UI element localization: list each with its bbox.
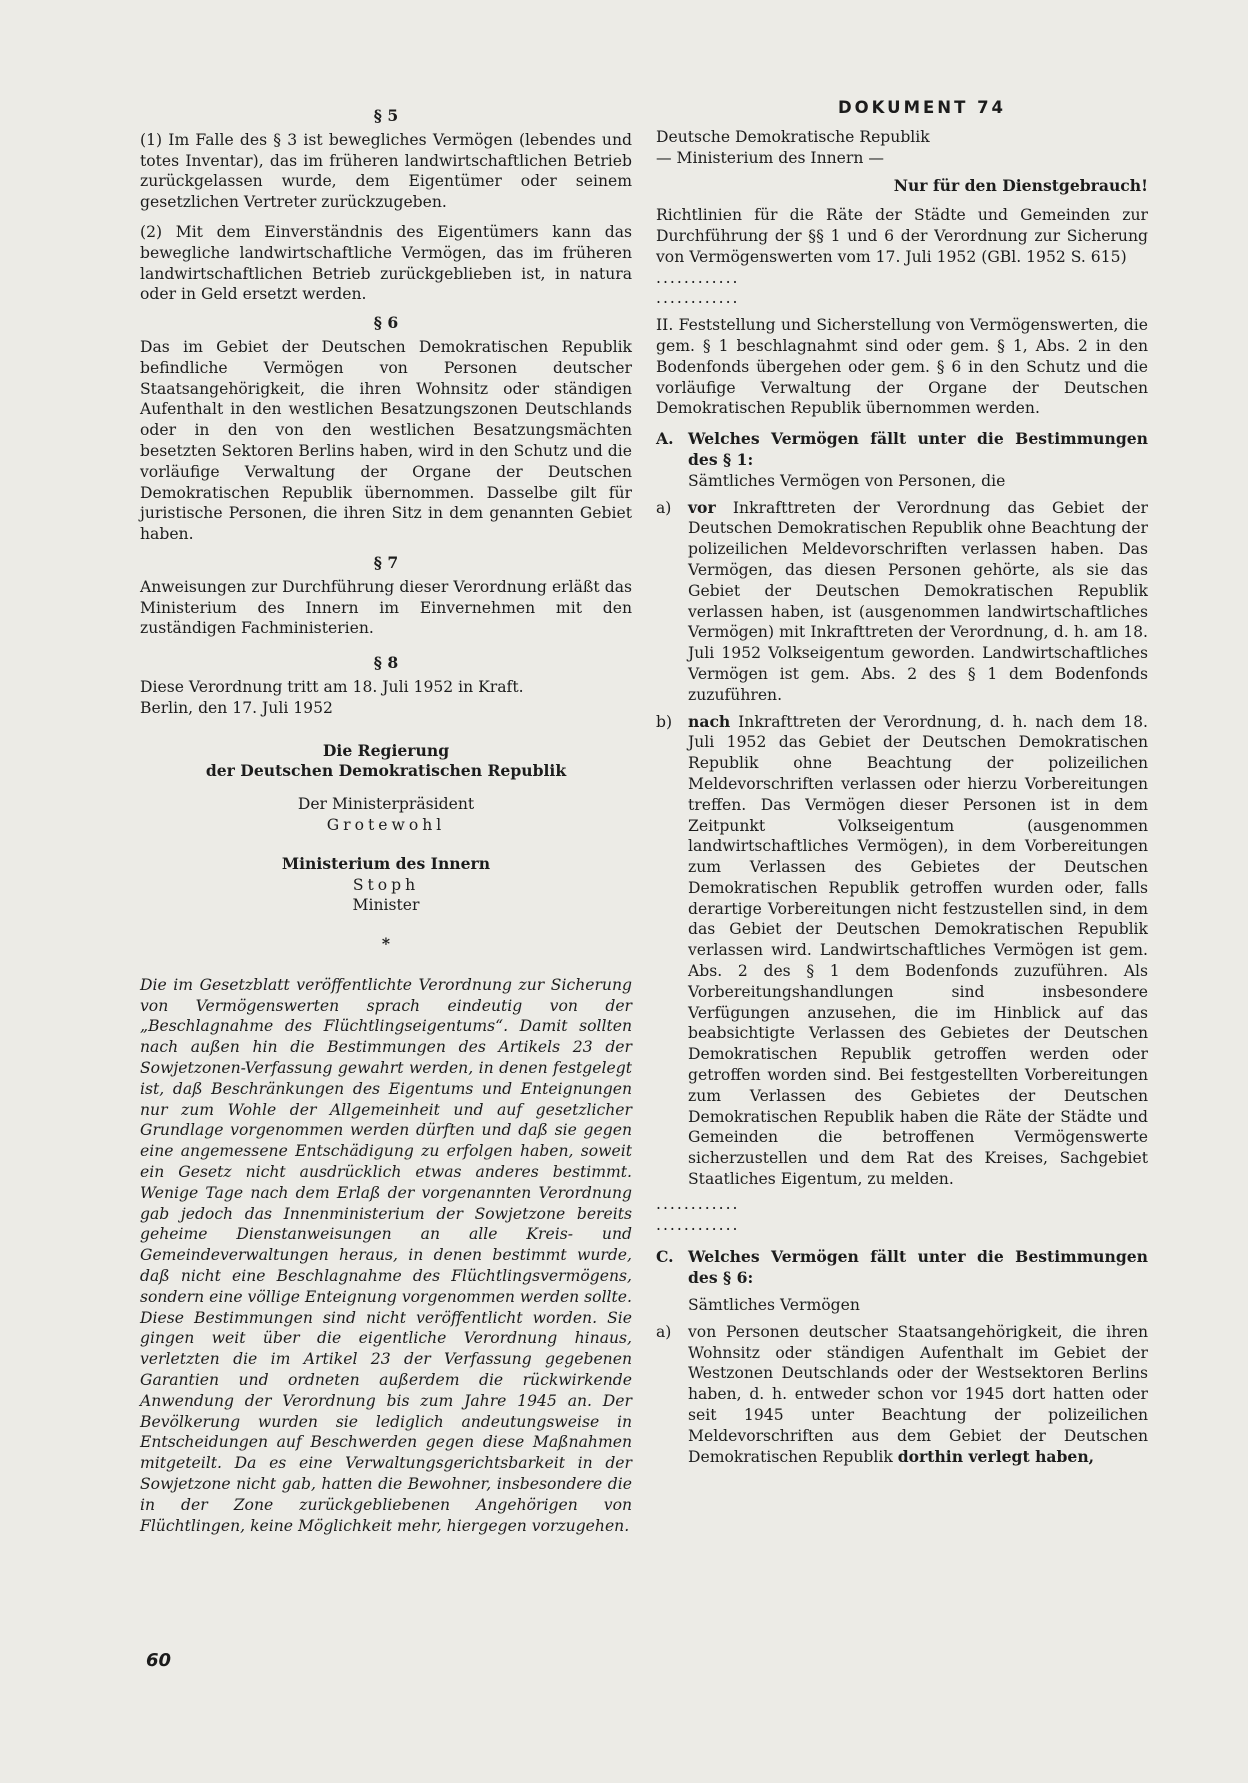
item-b-text	[688, 712, 1148, 1190]
section-6-heading: § 6	[373, 313, 399, 333]
item-a-text	[688, 498, 1148, 706]
section-c-label: C.	[656, 1247, 674, 1267]
signature-government-ddr: der Deutschen Demokratischen Republik	[205, 761, 567, 781]
section-c-item-a	[656, 1322, 1148, 1468]
signature-minister-name: Stoph	[352, 875, 420, 894]
section-5-paragraph-2: (2) Mit dem Einverständnis des Eigentümers kann das bewegliche landwirtschaftliche Vermögen, das im früheren landwirtschaftlichen Betrieb zurückgeblieben ist, in natura oder in Geld ersetzt werden.	[140, 222, 632, 304]
sender-state: Deutsche Demokratische Republik	[656, 127, 930, 146]
section-a-item-b	[656, 712, 1148, 1190]
right-column	[656, 98, 1148, 1467]
item-c-a-keyword: dorthin verlegt haben,	[897, 1446, 1095, 1466]
left-column	[140, 98, 632, 1536]
item-b-body: Inkrafttreten der Verordnung, d. h. nach dem 18. Juli 1952 das Gebiet der Deutschen Demokratischen Republik ohne Beachtung der polizeilichen Meldevorschriften verlassen oder hierzu Vorbereitungen treffen. Das Vermögen dieser Personen ist in dem Zeitpunkt Volkseigentum (ausgenommen landwirtschaftliches Vermögen), in dem Vorbereitungen zum Verlassen des Gebietes der Deutschen Demokratischen Republik getroffen wurden oder, falls derartige Vorbereitungen nicht festzustellen sind, in dem das Gebiet der Deutschen Demokratischen Republik verlassen wird. Landwirtschaftliches Vermögen ist gem. Abs. 2 des § 1 dem Bodenfonds zuzuführen. Als Vorbereitungshandlungen sind insbesondere Verfügungen anzusehen, die im Hinblick auf das beabsichtigte Verlassen des Gebietes der Deutschen Demokratischen Republik getroffen werden oder getroffen worden sind. Bei festgestellten Vorbereitungen zum Verlassen des Gebietes der Deutschen Demokratischen Republik haben die Räte der Städte und Gemeinden die betroffenen Vermögenswerte sicherzustellen und dem Rat des Kreises, Sachgebiet Staatliches Eigentum, zu melden.	[688, 712, 1148, 1189]
omission-dots-3: ............	[656, 1194, 740, 1213]
separator-asterisk: *	[381, 934, 391, 954]
document-title: DOKUMENT 74	[837, 98, 1007, 117]
commentary-paragraph: Die im Gesetzblatt veröffentlichte Verordnung zur Sicherung von Vermögenswerten sprach eindeutig von der „Beschlagnahme des Flüchtlingseigentums“. Damit sollten nach außen hin die Bestimmungen des Artikels 23 der Sowjetzonen-Verfassung gewahrt werden, in denen festgelegt ist, daß Beschränkungen des Eigentums und Enteignungen nur zum Wohle der Allgemeinheit und auf gesetzlicher Grundlage vorgenommen werden dürften und daß sie gegen eine angemessene Entschädigung zu erfolgen haben, soweit ein Gesetz nicht ausdrücklich etwas anderes bestimmt. Wenige Tage nach dem Erlaß der vorgenannten Verordnung gab jedoch das Innenministerium der Sowjetzone bereits geheime Dienstanweisungen an alle Kreis- und Gemeindeverwaltungen heraus, in denen bestimmt wurde, daß nicht eine Beschlagnahme des Flüchtlingsvermögens, sondern eine völlige Enteignung vorgenommen werden sollte. Diese Bestimmungen sind nicht veröffentlicht worden. Sie gingen weit über die eigentliche Verordnung hinaus, verletzten die im Artikel 23 der Verfassung gegebenen Garantien und ordneten außerdem die rückwirkende Anwendung der Verordnung bis zum Jahre 1945 an. Der Bevölkerung wurden sie lediglich andeutungsweise in Entscheidungen auf Beschwerden gegen diese Maßnahmen mitgeteilt. Da es eine Verwaltungsgerichtsbarkeit in der Sowjetzone nicht gab, hatten die Bewohner, insbesondere die in der Zone zurückgebliebenen Angehörigen von Flüchtlingen, keine Möglichkeit mehr, hiergegen vorzugehen.	[140, 975, 632, 1535]
sender-ministry: — Ministerium des Innern —	[656, 148, 884, 167]
section-a-title: Welches Vermögen fällt unter die Bestimmungen des § 1:	[688, 429, 1148, 469]
omission-dots-4: ............	[656, 1215, 740, 1234]
section-a-heading	[656, 429, 1148, 471]
item-b-label: b)	[656, 712, 673, 731]
signature-prime-minister-title: Der Ministerpräsident	[297, 795, 475, 814]
section-c-subheading: Sämtliches Vermögen	[688, 1296, 860, 1315]
section-7-heading: § 7	[373, 552, 399, 572]
section-6-paragraph: Das im Gebiet der Deutschen Demokratischen Republik befindliche Vermögen von Personen deutscher Staatsangehörigkeit, die ihren Wohnsitz oder ständigen Aufenthalt in den westlichen Besatzungszonen Deutschlands oder in den von den westlichen Besatzungsmächten besetzten Sektoren Berlins haben, wird in den Schutz und die vorläufige Verwaltung der Organe der Deutschen Demokratischen Republik übernommen. Dasselbe gilt für juristische Personen, die ihren Sitz in dem genannten Gebiet haben.	[140, 337, 632, 544]
item-a-label: a)	[656, 498, 672, 517]
item-c-a-text	[688, 1322, 1148, 1468]
section-8-paragraph-2: Berlin, den 17. Juli 1952	[140, 698, 333, 717]
section-a-item-a	[656, 498, 1148, 706]
item-a-keyword: vor	[688, 497, 716, 517]
classification-note: Nur für den Dienstgebrauch!	[893, 176, 1148, 196]
omission-dots-2: ............	[656, 289, 740, 308]
section-a-label: A.	[656, 429, 674, 449]
section-8-heading: § 8	[373, 653, 399, 673]
signature-prime-minister-name: Grotewohl	[326, 815, 446, 834]
section-a-subheading: Sämtliches Vermögen von Personen, die	[688, 471, 1006, 490]
signature-ministry: Ministerium des Innern	[281, 853, 491, 873]
page-number: 60	[146, 1650, 172, 1671]
section-c-title: Welches Vermögen fällt unter die Bestimmungen des § 6:	[688, 1247, 1148, 1288]
section-ii-paragraph: II. Feststellung und Sicherstellung von Vermögenswerten, die gem. § 1 beschlagnahmt sind oder gem. § 1, Abs. 2 in den Bodenfonds übergehen oder gem. § 6 in den Schutz und die vorläufige Verwaltung der Organe der Deutschen Demokratischen Republik übernommen werden.	[656, 316, 1148, 418]
section-c-heading	[656, 1247, 1148, 1289]
section-5-paragraph-1: (1) Im Falle des § 3 ist bewegliches Vermögen (lebendes und totes Inventar), das im früheren landwirtschaftlichen Betrieb zurückgelassen wurde, dem Eigentümer oder seinem gesetzlichen Vertreter zurückzugeben.	[140, 130, 632, 212]
signature-minister-title: Minister	[352, 896, 420, 915]
section-5-heading: § 5	[373, 106, 399, 125]
section-8-paragraph-1: Diese Verordnung tritt am 18. Juli 1952 in Kraft.	[140, 677, 524, 696]
item-b-keyword: nach	[688, 711, 731, 731]
section-7-paragraph: Anweisungen zur Durchführung dieser Verordnung erläßt das Ministerium des Innern im Einvernehmen mit den zuständigen Fachministerien.	[140, 577, 632, 638]
item-c-a-label: a)	[656, 1322, 672, 1341]
item-c-a-body: von Personen deutscher Staatsangehörigkeit, die ihren Wohnsitz oder ständigen Aufenthalt im Gebiet der Westzonen Deutschlands oder der Westsektoren Berlins haben, d. h. entweder schon vor 1945 dort hatten oder seit 1945 unter Beachtung der polizeilichen Meldevorschriften aus dem Gebiet der Deutschen Demokratischen Republik	[688, 1322, 1148, 1466]
directive-intro: Richtlinien für die Räte der Städte und Gemeinden zur Durchführung der §§ 1 und 6 der Verordnung zur Sicherung von Vermögenswerten vom 17. Juli 1952 (GBl. 1952 S. 615)	[656, 206, 1148, 266]
omission-dots-1: ............	[656, 268, 740, 287]
item-a-body: Inkrafttreten der Verordnung das Gebiet der Deutschen Demokratischen Republik ohne Beachtung der polizeilichen Meldevorschriften verlassen haben. Das Vermögen, das diesen Personen gehörte, als sie das Gebiet der Deutschen Demokratischen Republik verlassen haben, ist (ausgenommen landwirtschaftliches Vermögen) mit Inkrafttreten der Verordnung, d. h. am 18. Juli 1952 Volkseigentum geworden. Landwirtschaftliches Vermögen ist gem. Abs. 2 des § 1 dem Bodenfonds zuzuführen.	[688, 498, 1148, 704]
signature-government: Die Regierung	[322, 740, 450, 760]
